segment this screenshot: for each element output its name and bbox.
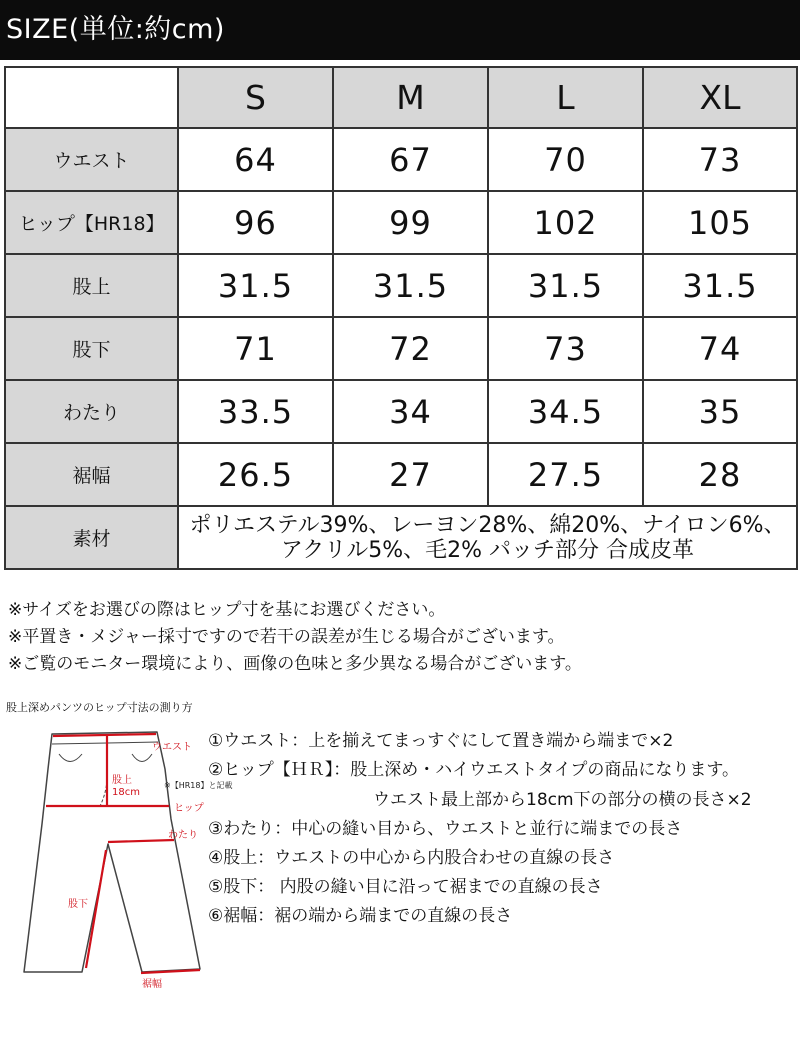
page-title: SIZE(単位:約cm) bbox=[0, 0, 800, 60]
table-cell: 31.5 bbox=[178, 254, 333, 317]
note-2: ※平置き・メジャー採寸ですので若干の誤差が生じる場合がございます。 bbox=[8, 627, 565, 647]
label-inseam: 股下 bbox=[68, 899, 88, 910]
row-label-thigh: わたり bbox=[5, 380, 178, 443]
table-cell: 31.5 bbox=[643, 254, 797, 317]
label-waist: ウエスト bbox=[152, 742, 192, 753]
label-rise-2: 18cm bbox=[112, 787, 140, 798]
table-cell: 31.5 bbox=[488, 254, 643, 317]
row-label-inseam: 股下 bbox=[5, 317, 178, 380]
table-row bbox=[5, 191, 797, 254]
table-cell: 27 bbox=[333, 443, 488, 506]
table-cell: 33.5 bbox=[178, 380, 333, 443]
material-line-1: ポリエステル39%、レーヨン28%、綿20%、ナイロン6%、 bbox=[189, 512, 786, 538]
table-cell: 64 bbox=[178, 128, 333, 191]
instruction-hip-detail: ウエスト最上部から18cm下の部分の横の長さ×2 bbox=[373, 790, 752, 810]
label-hip: ヒップ bbox=[174, 803, 204, 814]
note-1: ※サイズをお選びの際はヒップ寸を基にお選びください。 bbox=[8, 600, 446, 620]
pants-outline bbox=[24, 732, 200, 972]
diagram-title: 股上深めパンツのヒップ寸法の測り方 bbox=[6, 701, 193, 714]
note-3: ※ご覧のモニター環境により、画像の色味と多少異なる場合がございます。 bbox=[8, 654, 582, 674]
table-cell: 34 bbox=[333, 380, 488, 443]
corner-cell bbox=[5, 67, 178, 128]
table-cell: 35 bbox=[643, 380, 797, 443]
table-cell: 28 bbox=[643, 443, 797, 506]
size-header-xl: XL bbox=[643, 67, 797, 128]
table-cell: 102 bbox=[488, 191, 643, 254]
size-header-m: M bbox=[333, 67, 488, 128]
material-row bbox=[5, 506, 797, 569]
table-row bbox=[5, 443, 797, 506]
size-header-l: L bbox=[488, 67, 643, 128]
table-row bbox=[5, 380, 797, 443]
label-rise-1: 股上 bbox=[112, 775, 132, 786]
table-cell: 72 bbox=[333, 317, 488, 380]
label-hr18-note: ※【HR18】と記載 bbox=[164, 781, 233, 790]
table-cell: 71 bbox=[178, 317, 333, 380]
row-label-rise: 股上 bbox=[5, 254, 178, 317]
label-thigh: わたり bbox=[168, 830, 198, 841]
instruction-rise: ④股上：ウエストの中心から内股合わせの直線の長さ bbox=[208, 848, 615, 868]
table-cell: 34.5 bbox=[488, 380, 643, 443]
table-cell: 70 bbox=[488, 128, 643, 191]
row-label-hem: 裾幅 bbox=[5, 443, 178, 506]
table-cell: 105 bbox=[643, 191, 797, 254]
table-cell: 67 bbox=[333, 128, 488, 191]
size-table bbox=[4, 66, 798, 570]
material-line-2: アクリル5%、毛2% パッチ部分 合成皮革 bbox=[280, 537, 695, 563]
material-cell bbox=[178, 506, 797, 569]
table-cell: 73 bbox=[643, 128, 797, 191]
row-label-waist: ウエスト bbox=[5, 128, 178, 191]
instruction-hip: ②ヒップ【ＨＲ】：股上深め・ハイウエストタイプの商品になります。 bbox=[208, 760, 740, 780]
table-cell: 27.5 bbox=[488, 443, 643, 506]
instruction-inseam: ⑤股下： 内股の縫い目に沿って裾までの直線の長さ bbox=[208, 877, 603, 897]
table-cell: 31.5 bbox=[333, 254, 488, 317]
size-header-s: S bbox=[178, 67, 333, 128]
instruction-hem: ⑥裾幅：裾の端から端までの直線の長さ bbox=[208, 906, 513, 926]
instruction-thigh: ③わたり：中心の縫い目から、ウエストと並行に端までの長さ bbox=[208, 819, 683, 839]
size-header-row bbox=[5, 67, 797, 128]
table-row bbox=[5, 128, 797, 191]
table-cell: 26.5 bbox=[178, 443, 333, 506]
row-label-hip: ヒップ【HR18】 bbox=[5, 191, 178, 254]
table-cell: 73 bbox=[488, 317, 643, 380]
table-row bbox=[5, 317, 797, 380]
table-cell: 99 bbox=[333, 191, 488, 254]
row-label-material: 素材 bbox=[5, 506, 178, 569]
pants-diagram bbox=[4, 714, 233, 999]
label-hem: 裾幅 bbox=[142, 979, 162, 990]
table-row bbox=[5, 254, 797, 317]
instruction-waist: ①ウエスト：上を揃えてまっすぐにして置き端から端まで×2 bbox=[208, 731, 674, 751]
table-cell: 74 bbox=[643, 317, 797, 380]
table-cell: 96 bbox=[178, 191, 333, 254]
